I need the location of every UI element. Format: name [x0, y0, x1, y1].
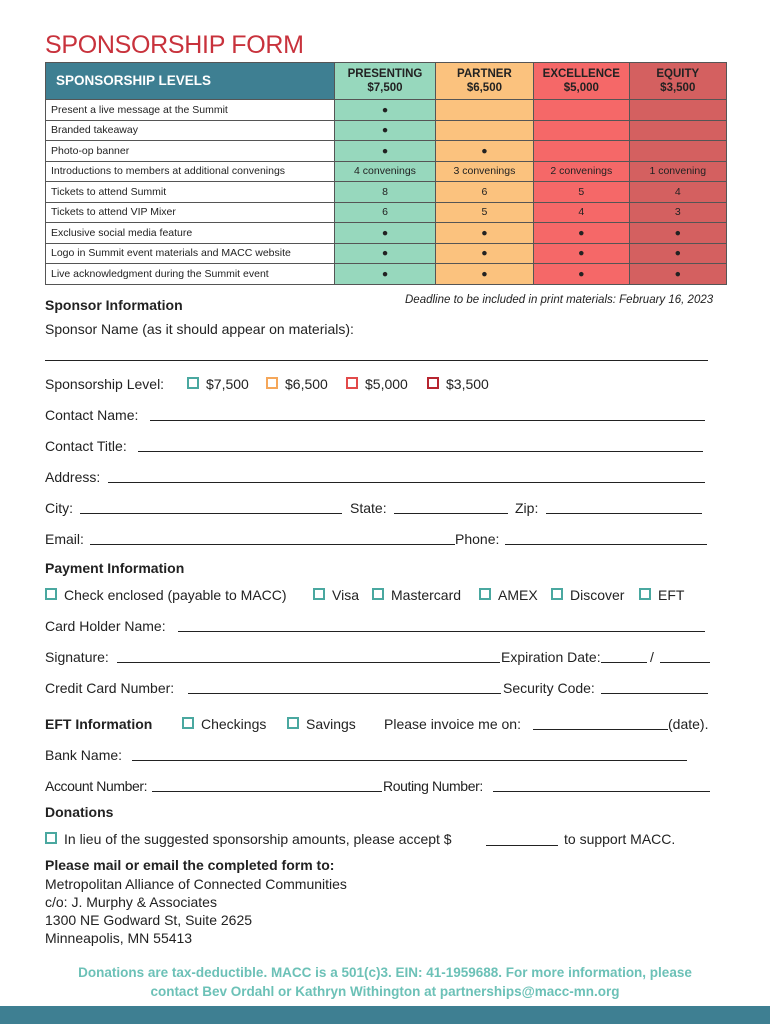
donation-amount-field[interactable]: [486, 845, 558, 846]
table-row: Logo in Summit event materials and MACC website ● ● ● ●: [46, 243, 727, 264]
sponsor-info-heading: Sponsor Information: [45, 297, 183, 313]
checkbox-icon[interactable]: [266, 377, 278, 389]
card-holder-label: Card Holder Name:: [45, 618, 166, 634]
mail-care-of: c/o: J. Murphy & Associates: [45, 894, 217, 910]
email-label: Email:: [45, 531, 84, 547]
signature-field[interactable]: [117, 662, 500, 663]
tier-partner: PARTNER $6,500: [435, 63, 533, 100]
tier-excellence: EXCELLENCE $5,000: [534, 63, 629, 100]
security-code-label: Security Code:: [503, 680, 595, 696]
table-row: Photo-op banner ● ●: [46, 141, 727, 162]
city-field[interactable]: [80, 513, 342, 514]
page-title: SPONSORSHIP FORM: [45, 31, 304, 59]
donation-option[interactable]: In lieu of the suggested sponsorship amounts, please accept $: [45, 831, 452, 847]
mail-street: 1300 NE Godward St, Suite 2625: [45, 912, 253, 928]
contact-name-label: Contact Name:: [45, 407, 139, 423]
checkbox-icon[interactable]: [427, 377, 439, 389]
routing-number-label: Routing Number:: [383, 778, 483, 794]
table-row: Introductions to members at additional convenings 4 convenings 3 convenings 2 convenings 1 convening: [46, 161, 727, 182]
phone-label: Phone:: [455, 531, 500, 547]
footer-bar: [0, 1006, 770, 1024]
email-field[interactable]: [90, 544, 455, 545]
bank-name-field[interactable]: [132, 760, 687, 761]
payment-mastercard[interactable]: Mastercard: [372, 587, 461, 603]
state-label: State:: [350, 500, 387, 516]
table-row: Present a live message at the Summit ●: [46, 100, 727, 121]
mail-city: Minneapolis, MN 55413: [45, 930, 193, 946]
security-code-field[interactable]: [601, 693, 708, 694]
table-row: Tickets to attend VIP Mixer 6 5 4 3: [46, 202, 727, 223]
address-label: Address:: [45, 469, 101, 485]
payment-discover[interactable]: Discover: [551, 587, 624, 603]
signature-label: Signature:: [45, 649, 109, 665]
mail-heading: Please mail or email the completed form to:: [45, 857, 335, 873]
payment-check[interactable]: Check enclosed (payable to MACC): [45, 587, 287, 603]
expiration-year-field[interactable]: [660, 662, 710, 663]
phone-field[interactable]: [505, 544, 707, 545]
level-option-3500[interactable]: $3,500: [427, 376, 489, 392]
sponsorship-level-label: Sponsorship Level:: [45, 376, 165, 392]
level-option-7500[interactable]: $7,500: [187, 376, 249, 392]
card-number-label: Credit Card Number:: [45, 680, 175, 696]
expiration-month-field[interactable]: [601, 662, 647, 663]
invoice-date-field[interactable]: [533, 729, 668, 730]
card-number-field[interactable]: [188, 693, 501, 694]
payment-eft[interactable]: EFT: [639, 587, 684, 603]
routing-number-field[interactable]: [493, 791, 710, 792]
contact-title-field[interactable]: [138, 451, 703, 452]
checkbox-icon[interactable]: [346, 377, 358, 389]
checkbox-icon[interactable]: [372, 588, 384, 600]
state-field[interactable]: [394, 513, 508, 514]
table-row: Branded takeaway ●: [46, 120, 727, 141]
table-row: Tickets to attend Summit 8 6 5 4: [46, 182, 727, 203]
expiration-slash: /: [650, 649, 654, 665]
account-number-label: Account Number:: [45, 778, 148, 794]
eft-checkings[interactable]: Checkings: [182, 716, 266, 732]
footer-note: Donations are tax-deductible. MACC is a 501(c)3. EIN: 41-1959688. For more information, please contact Bev Ordahl or Kathryn Withington at partnerships@macc-mn.org: [78, 965, 692, 999]
tier-equity: EQUITY $3,500: [629, 63, 726, 100]
city-label: City:: [45, 500, 73, 516]
payment-info-heading: Payment Information: [45, 560, 185, 576]
mail-org: Metropolitan Alliance of Connected Communities: [45, 876, 347, 892]
deadline-note: Deadline to be included in print materials: February 16, 2023: [405, 294, 714, 306]
levels-header: SPONSORSHIP LEVELS: [46, 63, 335, 100]
level-option-5000[interactable]: $5,000: [346, 376, 408, 392]
contact-title-label: Contact Title:: [45, 438, 127, 454]
checkbox-icon[interactable]: [287, 717, 299, 729]
address-field[interactable]: [108, 482, 705, 483]
eft-savings[interactable]: Savings: [287, 716, 356, 732]
payment-visa[interactable]: Visa: [313, 587, 359, 603]
level-option-6500[interactable]: $6,500: [266, 376, 328, 392]
sponsor-name-label: Sponsor Name (as it should appear on materials):: [45, 321, 354, 337]
checkbox-icon[interactable]: [639, 588, 651, 600]
tier-presenting: PRESENTING $7,500: [335, 63, 435, 100]
checkbox-icon[interactable]: [479, 588, 491, 600]
donation-suffix: to support MACC.: [564, 831, 676, 847]
bank-name-label: Bank Name:: [45, 747, 123, 763]
account-number-field[interactable]: [152, 791, 382, 792]
zip-label: Zip:: [515, 500, 539, 516]
checkbox-icon[interactable]: [313, 588, 325, 600]
table-row: Live acknowledgment during the Summit event ● ● ● ●: [46, 264, 727, 285]
invoice-label: Please invoice me on:: [384, 716, 521, 732]
checkbox-icon[interactable]: [551, 588, 563, 600]
sponsor-name-field[interactable]: [45, 360, 708, 361]
checkbox-icon[interactable]: [45, 588, 57, 600]
table-row: Exclusive social media feature ● ● ● ●: [46, 223, 727, 244]
checkbox-icon[interactable]: [187, 377, 199, 389]
sponsorship-levels-table: [45, 62, 727, 285]
checkbox-icon[interactable]: [45, 832, 57, 844]
zip-field[interactable]: [546, 513, 702, 514]
card-holder-field[interactable]: [178, 631, 705, 632]
expiration-label: Expiration Date:: [501, 649, 601, 665]
donations-heading: Donations: [45, 804, 114, 820]
eft-info-heading: EFT Information: [45, 716, 153, 732]
contact-name-field[interactable]: [150, 420, 705, 421]
payment-amex[interactable]: AMEX: [479, 587, 538, 603]
checkbox-icon[interactable]: [182, 717, 194, 729]
invoice-date-suffix: (date).: [668, 716, 709, 732]
